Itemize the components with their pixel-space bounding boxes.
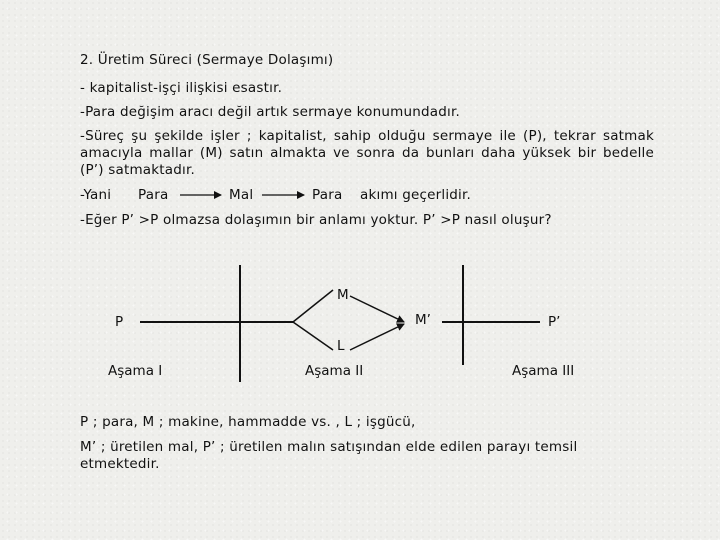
fork-line-to-m [293,290,333,322]
diagram-label-p-prime: P’ [548,314,561,330]
page-title: 2. Üretim Süreci (Sermaye Dolaşımı) [80,52,334,68]
stage-label-3: Aşama III [512,363,575,379]
legend-line-3: etmektedir. [80,456,160,472]
flow-word-para-2: Para [312,187,343,203]
arrow-l-to-mprime [350,324,404,350]
flow-prefix: -Yani [80,187,112,203]
diagram-label-l: L [337,338,345,354]
text-line-money: -Para değişim aracı değil artık sermaye konumundadır. [80,104,460,120]
legend-line-1: P ; para, M ; makine, hammadde vs. , L ; işgücü, [80,414,416,430]
diagram-label-m: M [337,287,349,303]
flow-word-mal: Mal [229,187,254,203]
diagram-label-p: P [115,314,124,330]
stage-label-2: Aşama II [305,363,364,379]
stage-label-1: Aşama I [108,363,163,379]
flow-suffix: akımı geçerlidir. [360,187,472,203]
text-line-relationship: - kapitalist-işçi ilişkisi esastır. [80,80,283,96]
flow-word-para-1: Para [138,187,169,203]
text-line-condition: -Eğer P’ >P olmazsa dolaşımın bir anlamı yoktur. P’ >P nasıl oluşur? [80,212,552,228]
arrow-m-to-mprime [350,296,404,322]
legend-line-2: M’ ; üretilen mal, P’ ; üretilen malın satışından elde edilen parayı temsil [80,439,578,455]
text-paragraph-process: -Süreç şu şekilde işler ; kapitalist, sahip olduğu sermaye ile (P), tekrar satmak amacıyla mallar (M) satın almakta ve sonra da bunları daha yüksek bir bedelle (P’) satmaktadır. [80,128,654,178]
diagram-label-m-prime: M’ [415,312,431,328]
fork-line-to-l [293,322,333,350]
